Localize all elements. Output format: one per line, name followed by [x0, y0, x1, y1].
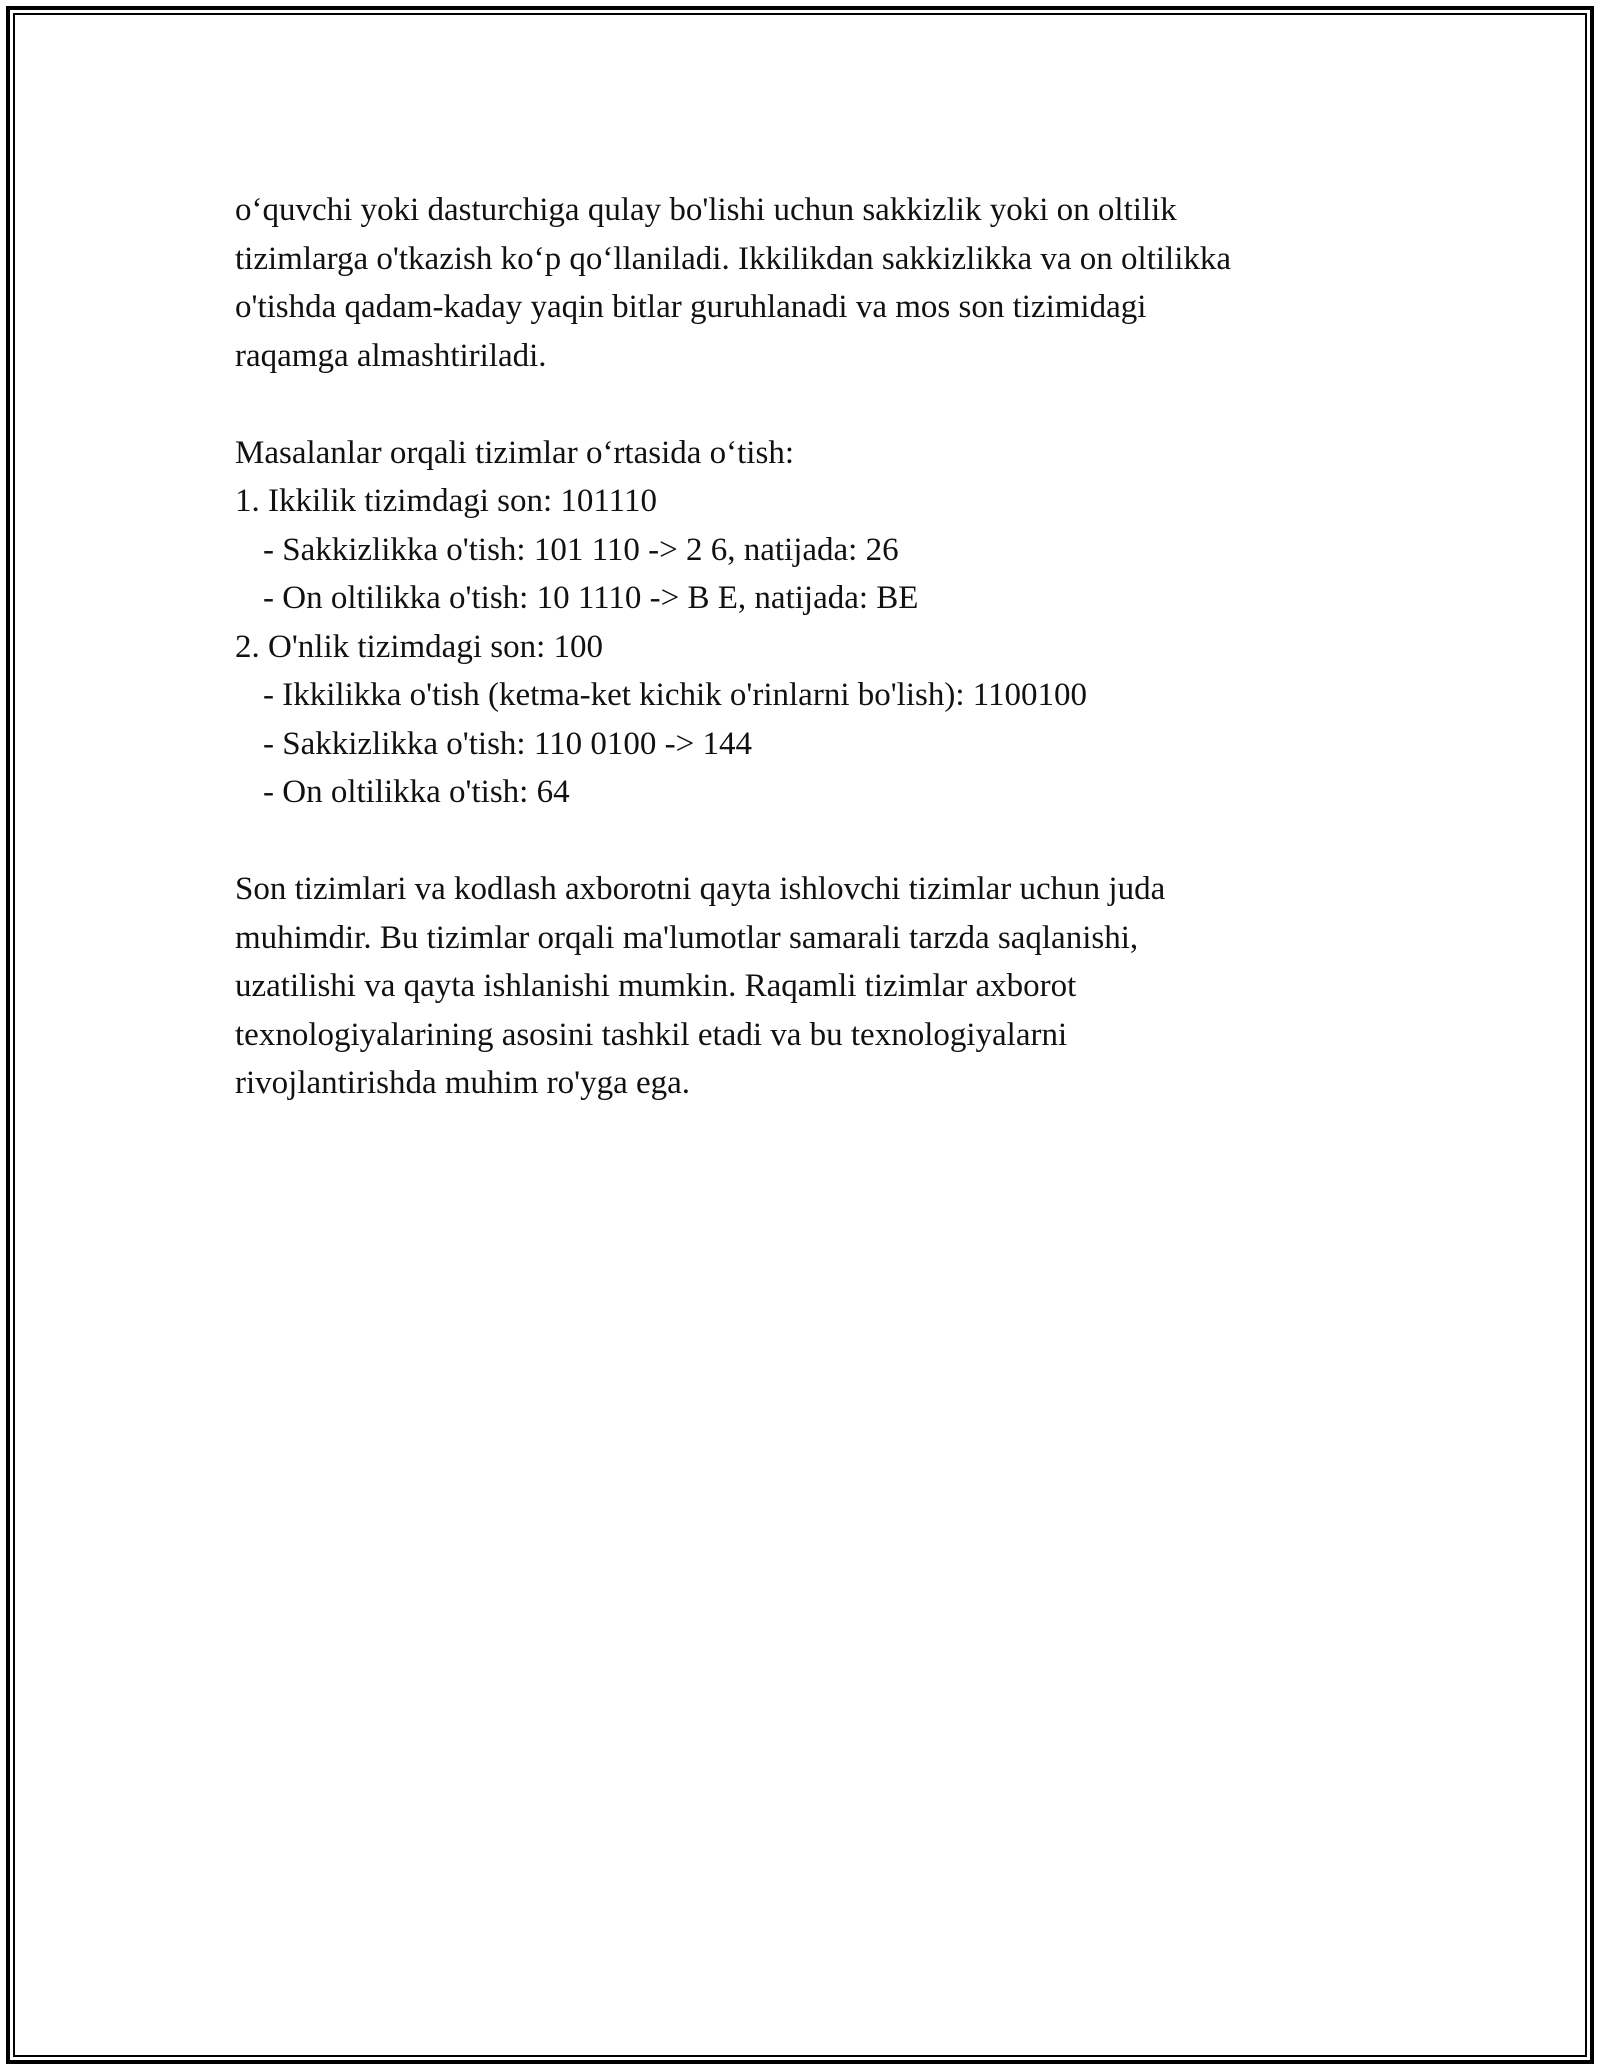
- example-1-hex: - On oltilikka o'tish: 10 1110 -> B E, natijada: BE: [263, 580, 919, 616]
- paragraph-line: tizimlarga o'tkazish ko‘p qo‘llaniladi. Ikkilikdan sakkizlikka va on oltilikka: [235, 240, 1232, 277]
- paragraph-line: o'tishda qadam-kaday yaqin bitlar guruhlanadi va mos son tizimidagi: [235, 289, 1147, 325]
- example-1-octal: - Sakkizlikka o'tish: 101 110 -> 2 6, natijada: 26: [263, 531, 899, 568]
- paragraph-line: muhimdir. Bu tizimlar orqali ma'lumotlar samarali tarzda saqlanishi,: [235, 919, 1139, 956]
- intro-paragraph: [235, 186, 1385, 380]
- paragraph-spacer: [235, 380, 1385, 429]
- examples-heading: Masalanlar orqali tizimlar o‘rtasida o‘tish:: [235, 434, 794, 471]
- paragraph-line: uzatilishi va qayta ishlanishi mumkin. Raqamli tizimlar axborot: [235, 968, 1077, 1004]
- paragraph-line: texnologiyalarining asosini tashkil etadi va bu texnologiyalarni: [235, 1016, 1068, 1053]
- document-body: [235, 186, 1385, 1108]
- example-1-title: 1. Ikkilik tizimdagi son: 101110: [235, 483, 657, 519]
- example-2-octal: - Sakkizlikka o'tish: 110 0100 -> 144: [263, 725, 752, 762]
- example-2-title: 2. O'nlik tizimdagi son: 100: [235, 628, 604, 665]
- paragraph-line: raqamga almashtiriladi.: [235, 337, 547, 374]
- examples-section: [235, 429, 1385, 817]
- paragraph-line: rivojlantirishda muhim ro'yga ega.: [235, 1065, 691, 1101]
- paragraph-line: Son tizimlari va kodlash axborotni qayta ishlovchi tizimlar uchun juda: [235, 871, 1166, 907]
- paragraph-line: o‘quvchi yoki dasturchiga qulay bo'lishi uchun sakkizlik yoki on oltilik: [235, 192, 1177, 228]
- conclusion-paragraph: [235, 865, 1385, 1108]
- example-2-hex: - On oltilikka o'tish: 64: [263, 774, 570, 810]
- paragraph-spacer: [235, 817, 1385, 866]
- example-2-binary: - Ikkilikka o'tish (ketma-ket kichik o'rinlarni bo'lish): 1100100: [263, 677, 1088, 713]
